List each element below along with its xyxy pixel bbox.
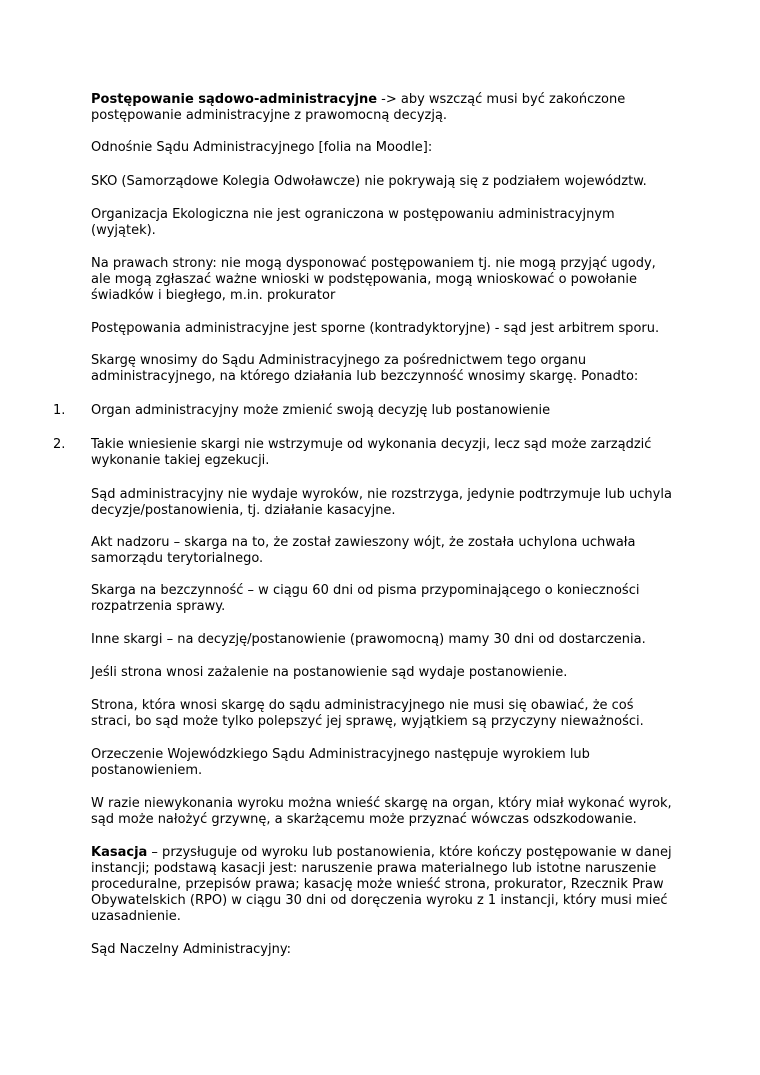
paragraph-bezczynnosc: Skarga na bezczynność – w ciągu 60 dni od pisma przypominającego o konieczności rozpatrzenia sprawy. [91, 583, 640, 614]
paragraph-inne-skargi: Inne skargi – na decyzję/postanowienie (prawomocną) mamy 30 dni od dostarczenia. [91, 632, 646, 647]
paragraph-sad-administracyjny: Odnośnie Sądu Administracyjnego [folia na Moodle]: [91, 140, 433, 155]
list-item-1: Organ administracyjny może zmienić swoją decyzję lub postanowienie [91, 403, 551, 418]
paragraph-sporne: Postępowania administracyjne jest sporne (kontradyktoryjne) - sąd jest arbitrem sporu. [91, 321, 660, 336]
paragraph-intro [91, 92, 686, 124]
paragraph-strona: Strona, która wnosi skargę do sądu administracyjnego nie musi się obawiać, że coś straci, bo sąd może tylko polepszyć jej sprawę, wyjątkiem są przyczyny nieważności. [91, 698, 644, 729]
list-number-2: 2. [53, 437, 66, 452]
paragraph-skarga: Skargę wnosimy do Sądu Administracyjnego za pośrednictwem tego organu administracyjnego, na którego działania lub bezczynność wnosimy skargę. Ponadto: [91, 353, 639, 384]
paragraph-kasacyjne: Sąd administracyjny nie wydaje wyroków, nie rozstrzyga, jedynie podtrzymuje lub uchyla decyzje/postanowienia, tj. działanie kasacyjne. [91, 487, 672, 518]
paragraph-organizacja: Organizacja Ekologiczna nie jest ograniczona w postępowaniu administracyjnym (wyjątek). [91, 207, 615, 238]
heading-bold: Postępowanie sądowo-administracyjne [91, 92, 378, 107]
paragraph-prawa-strony: Na prawach strony: nie mogą dysponować postępowaniem tj. nie mogą przyjąć ugody, ale mogą zgłaszać ważne wnioski w podstępowania, mogą wnioskować o powołanie świadków i biegłego, m.in. prokurator [91, 256, 656, 303]
kasacja-rest: – przysługuje od wyroku lub postanowienia, które kończy postępowanie w danej [147, 845, 672, 860]
paragraph-orzeczenie: Orzeczenie Wojewódzkiego Sądu Administracyjnego następuje wyrokiem lub postanowieniem. [91, 747, 590, 778]
intro-line-2: postępowanie administracyjne z prawomocną decyzją. [91, 108, 448, 123]
paragraph-sko: SKO (Samorządowe Kolegia Odwoławcze) nie pokrywają się z podziałem województw. [91, 174, 647, 189]
paragraph-kasacja: Kasacja – przysługuje od wyroku lub postanowienia, które kończy postępowanie w danej instancji; podstawą kasacji jest: naruszenie prawa materialnego lub istotne naruszenie proceduralne, przepisów prawa; kasację może wnieść strona, prokurator, Rzecznik Praw Obywatelskich (RPO) w ciągu 30 dni od doręczenia wyroku z 1 instancji, który musi mieć uzasadnienie. [91, 845, 672, 924]
list-number-1: 1. [53, 403, 66, 418]
paragraph-nsa: Sąd Naczelny Administracyjny: [91, 942, 291, 957]
kasacja-bold: Kasacja [91, 845, 148, 860]
paragraph-zazalenie: Jeśli strona wnosi zażalenie na postanowienie sąd wydaje postanowienie. [91, 665, 568, 680]
paragraph-akt-nadzoru: Akt nadzoru – skarga na to, że został zawieszony wójt, że została uchylona uchwała samorządu terytorialnego. [91, 535, 636, 566]
paragraph-niewykonanie: W razie niewykonania wyroku można wnieść skargę na organ, który miał wykonać wyrok, sąd może nałożyć grzywnę, a skarżącemu może przyznać wówczas odszkodowanie. [91, 796, 672, 827]
intro-rest: -> aby wszcząć musi być zakończone [377, 92, 626, 107]
list-item-2: Takie wniesienie skargi nie wstrzymuje od wykonania decyzji, lecz sąd może zarządzić wykonanie takiej egzekucji. [91, 437, 652, 468]
